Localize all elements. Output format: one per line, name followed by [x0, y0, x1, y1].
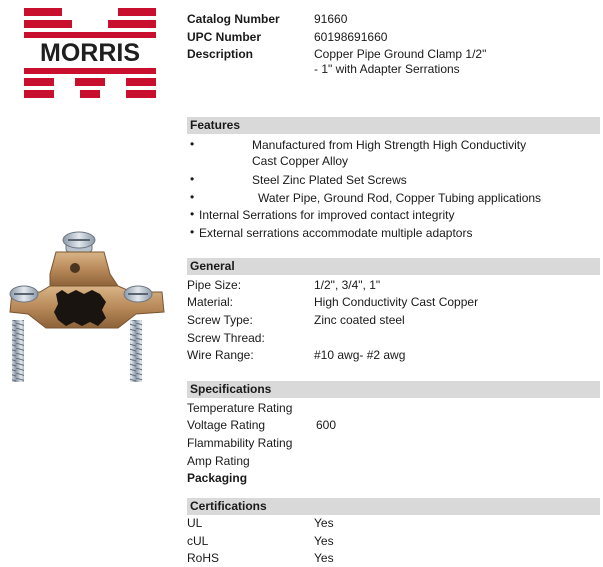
feature-item-5: External serrations accommodate multiple adaptors — [199, 226, 473, 240]
ul-label: UL — [187, 516, 203, 530]
feature-item-4: Internal Serrations for improved contact integrity — [199, 208, 455, 222]
catalog-number-value: 91660 — [314, 12, 348, 26]
wire-range-label: Wire Range: — [187, 348, 254, 362]
upc-number-label: UPC Number — [187, 30, 262, 44]
screw-type-label: Screw Type: — [187, 313, 253, 327]
upc-number-value: 60198691660 — [314, 30, 388, 44]
pipe-size-label: Pipe Size: — [187, 278, 242, 292]
temperature-rating-label: Temperature Rating — [187, 401, 293, 415]
catalog-number-label: Catalog Number — [187, 12, 280, 26]
amp-rating-label: Amp Rating — [187, 454, 250, 468]
material-label: Material: — [187, 295, 234, 309]
wire-range-value: #10 awg- #2 awg — [314, 348, 406, 362]
feature-bullet: • — [190, 137, 195, 151]
specifications-header: Specifications — [187, 381, 600, 398]
feature-bullet: • — [190, 190, 195, 204]
features-header: Features — [187, 117, 600, 134]
description-line-2: - 1" with Adapter Serrations — [314, 62, 460, 76]
feature-item-1-line-1: Manufactured from High Strength High Conductivity — [252, 138, 527, 152]
feature-bullet: • — [190, 207, 195, 221]
flammability-rating-label: Flammability Rating — [187, 436, 293, 450]
feature-item-2: Steel Zinc Plated Set Screws — [252, 173, 407, 187]
cul-value: Yes — [314, 534, 334, 548]
description-label: Description — [187, 47, 254, 61]
ground-clamp-product-image — [6, 228, 168, 390]
screw-thread-label: Screw Thread: — [187, 331, 265, 345]
rohs-label: RoHS — [187, 551, 220, 565]
voltage-rating-value: 600 — [316, 418, 337, 432]
voltage-rating-label: Voltage Rating — [187, 418, 266, 432]
feature-item-3: Water Pipe, Ground Rod, Copper Tubing applications — [258, 191, 542, 205]
pipe-size-value: 1/2", 3/4", 1" — [314, 278, 381, 292]
screw-type-value: Zinc coated steel — [314, 313, 405, 327]
logo-wordmark: MORRIS — [40, 39, 140, 67]
packaging-label: Packaging — [187, 471, 248, 485]
feature-item-1 — [252, 137, 526, 169]
material-value: High Conductivity Cast Copper — [314, 295, 479, 309]
feature-bullet: • — [190, 172, 195, 186]
certifications-header: Certifications — [187, 498, 600, 515]
feature-bullet: • — [190, 225, 195, 239]
morris-logo — [18, 4, 162, 102]
feature-item-1-line-2: Cast Copper Alloy — [252, 154, 349, 168]
rohs-value: Yes — [314, 551, 334, 565]
description-line-1: Copper Pipe Ground Clamp 1/2" — [314, 47, 487, 61]
ul-value: Yes — [314, 516, 334, 530]
general-header: General — [187, 258, 600, 275]
cul-label: cUL — [187, 534, 209, 548]
